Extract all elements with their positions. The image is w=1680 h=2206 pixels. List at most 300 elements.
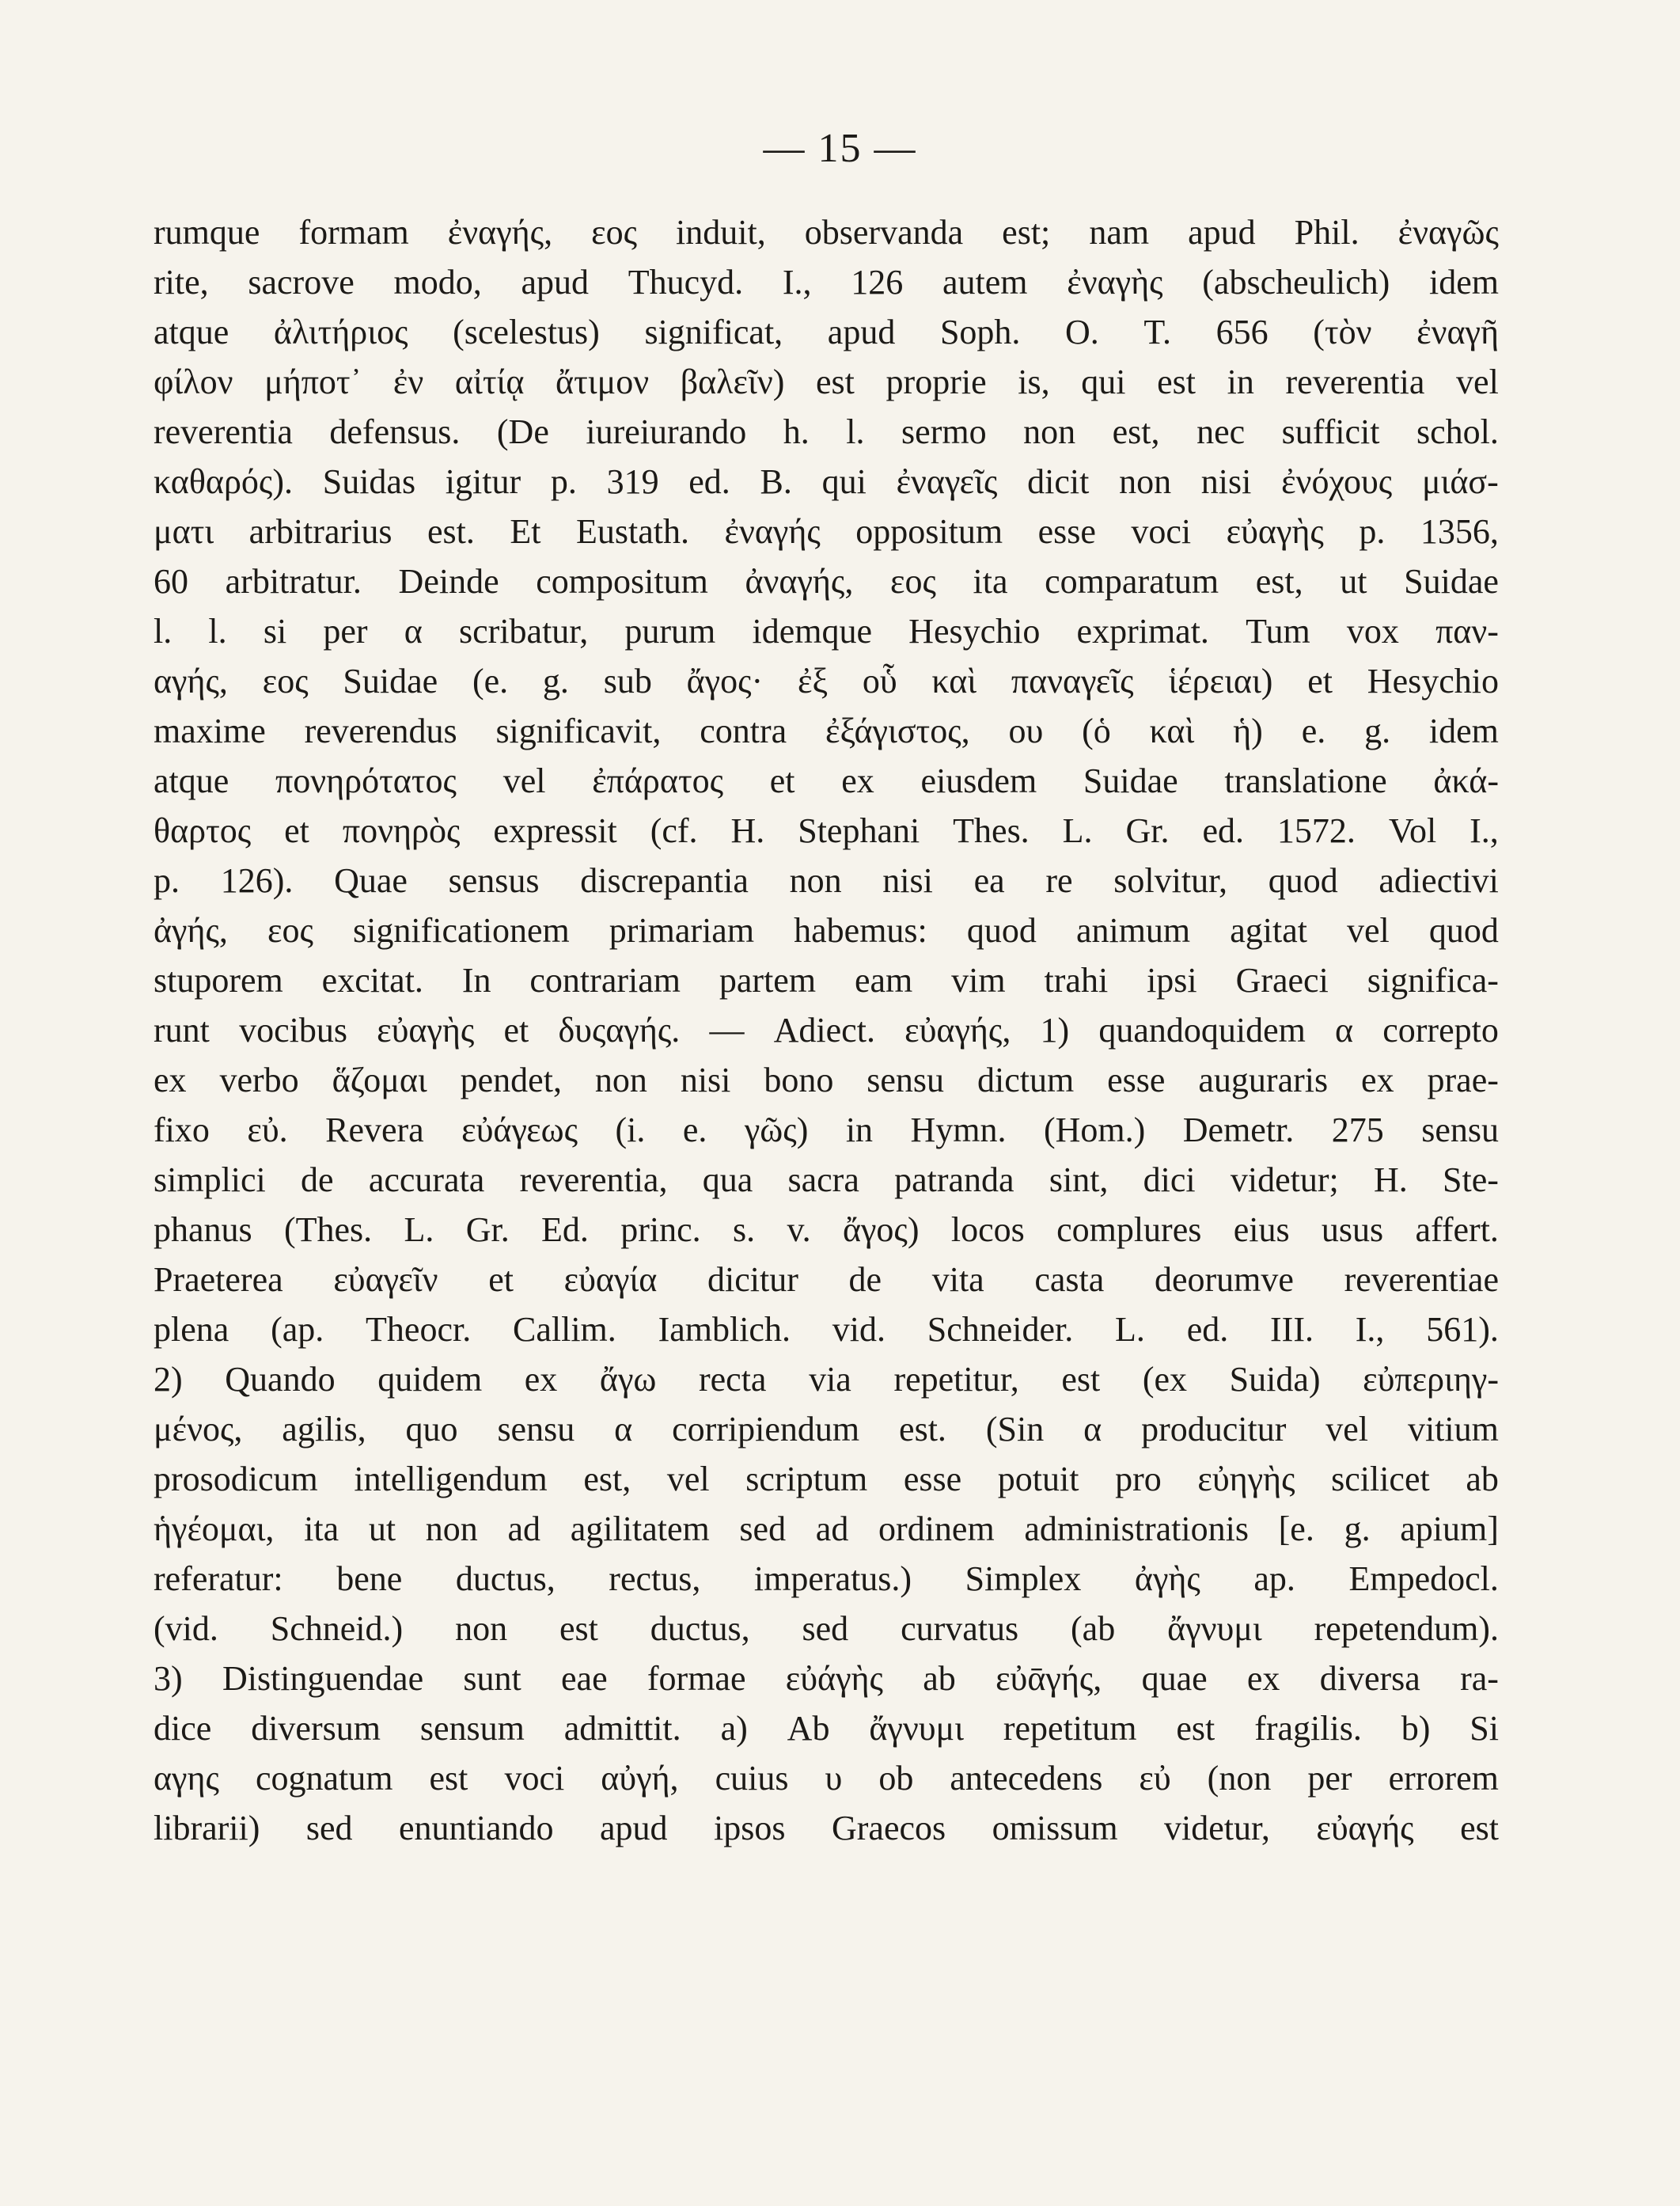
word: Suidas bbox=[322, 462, 416, 501]
word: Schneid.) bbox=[270, 1609, 404, 1648]
word: καὶ bbox=[1149, 712, 1195, 750]
word: I., bbox=[782, 263, 812, 302]
word: εὐάγὴς bbox=[785, 1659, 883, 1698]
word: 126). bbox=[220, 861, 294, 900]
word: est bbox=[1157, 363, 1196, 401]
word: est; bbox=[1002, 213, 1051, 252]
word: observanda bbox=[804, 213, 964, 252]
word: εὐ. bbox=[247, 1111, 288, 1149]
word: vel bbox=[666, 1460, 710, 1498]
text-line bbox=[154, 407, 1499, 457]
word: significa- bbox=[1367, 961, 1499, 1000]
word: 319 bbox=[606, 462, 659, 501]
word: princ. bbox=[620, 1210, 701, 1249]
word: quod bbox=[966, 911, 1037, 950]
word: excitat. bbox=[321, 961, 423, 1000]
text-line bbox=[154, 1753, 1499, 1803]
word: καὶ bbox=[931, 662, 977, 701]
word: intelligendum bbox=[354, 1460, 548, 1498]
word: 2) bbox=[154, 1360, 183, 1399]
word: (non bbox=[1207, 1759, 1272, 1798]
word: Callim. bbox=[513, 1310, 616, 1349]
word: est bbox=[1176, 1709, 1215, 1748]
word: rite, bbox=[154, 263, 209, 302]
word: ἄγος) bbox=[842, 1210, 920, 1249]
word: (Sin bbox=[985, 1410, 1045, 1449]
word: p. bbox=[550, 462, 577, 501]
word: ed. bbox=[688, 462, 730, 501]
word: εὐαγία bbox=[563, 1260, 658, 1299]
word: eae bbox=[561, 1659, 608, 1698]
word: qui bbox=[821, 462, 867, 501]
word: fragilis. bbox=[1254, 1709, 1362, 1748]
word: ob bbox=[878, 1759, 914, 1798]
word: Quando bbox=[225, 1360, 336, 1399]
word: animum bbox=[1075, 911, 1191, 950]
text-line bbox=[154, 357, 1499, 407]
word: cuius bbox=[715, 1759, 789, 1798]
word: repetitur, bbox=[893, 1360, 1019, 1399]
word: Revera bbox=[325, 1111, 424, 1149]
word: Ed. bbox=[541, 1210, 589, 1249]
text-line bbox=[154, 1354, 1499, 1404]
word: quidem bbox=[377, 1360, 483, 1399]
word: Graeci bbox=[1235, 961, 1329, 1000]
word: significat, bbox=[644, 313, 783, 351]
word: ἐνόχους bbox=[1281, 462, 1393, 501]
word: rumque bbox=[154, 213, 260, 252]
word: adiectivi bbox=[1379, 861, 1499, 900]
word: formae bbox=[647, 1659, 746, 1698]
word: sunt bbox=[463, 1659, 521, 1698]
word: 3) bbox=[154, 1659, 183, 1698]
word: vitium bbox=[1407, 1410, 1499, 1449]
word: ἱέρειαι) bbox=[1168, 662, 1273, 701]
word: apium] bbox=[1400, 1509, 1499, 1548]
word: nisi bbox=[882, 861, 933, 900]
word: igitur bbox=[445, 462, 521, 501]
word: Suidae bbox=[1083, 761, 1178, 800]
word: ex bbox=[524, 1360, 558, 1399]
text-line bbox=[154, 1654, 1499, 1703]
word: voci bbox=[1131, 512, 1192, 551]
word: bono bbox=[764, 1061, 834, 1099]
word: (τὸν bbox=[1313, 313, 1372, 351]
word: omissum bbox=[992, 1809, 1118, 1847]
word: atque bbox=[154, 313, 229, 351]
word: ita bbox=[973, 562, 1008, 601]
word: agitat bbox=[1230, 911, 1307, 950]
word: verbo bbox=[219, 1061, 299, 1099]
word: sensus bbox=[448, 861, 540, 900]
word: ἄτιμον bbox=[556, 363, 650, 401]
word: re bbox=[1045, 861, 1073, 900]
word: ordinem bbox=[878, 1509, 995, 1548]
word: ἄγος· bbox=[686, 662, 764, 701]
word: 275 bbox=[1331, 1111, 1384, 1149]
word: est bbox=[816, 363, 855, 401]
word: vid. bbox=[832, 1310, 886, 1349]
word: πονηρὸς bbox=[342, 811, 461, 850]
word: In bbox=[461, 961, 491, 1000]
text-line bbox=[154, 1255, 1499, 1304]
word: correpto bbox=[1382, 1011, 1499, 1050]
word: dicit bbox=[1027, 462, 1090, 501]
word: vita bbox=[931, 1260, 984, 1299]
word: in bbox=[1227, 363, 1254, 401]
word: ab bbox=[923, 1659, 956, 1698]
word: (Hom.) bbox=[1043, 1111, 1146, 1149]
word: potuit bbox=[997, 1460, 1079, 1498]
word: purum bbox=[624, 612, 716, 651]
word: referatur: bbox=[154, 1559, 283, 1598]
word: esse bbox=[903, 1460, 962, 1498]
word: apud bbox=[521, 263, 589, 302]
word: ex bbox=[841, 761, 874, 800]
word: μιάσ- bbox=[1421, 462, 1499, 501]
word: administrationis bbox=[1024, 1509, 1249, 1548]
word: Et bbox=[510, 512, 541, 551]
word: εὐᾱγής, bbox=[995, 1659, 1102, 1698]
word: 60 bbox=[154, 562, 188, 601]
word: vel bbox=[1347, 911, 1390, 950]
word: αὐγή, bbox=[601, 1759, 679, 1798]
word: est, bbox=[1255, 562, 1303, 601]
text-line bbox=[154, 756, 1499, 806]
word: scilicet bbox=[1331, 1460, 1430, 1498]
word: εος bbox=[591, 213, 638, 252]
word: Schneider. bbox=[927, 1310, 1074, 1349]
word: nisi bbox=[680, 1061, 731, 1099]
word: (abscheulich) bbox=[1202, 263, 1390, 302]
word: compositum bbox=[536, 562, 708, 601]
word: est, bbox=[1112, 412, 1160, 451]
word: ἡγέομαι, bbox=[154, 1509, 275, 1548]
text-line bbox=[154, 1304, 1499, 1354]
word: pendet, bbox=[460, 1061, 562, 1099]
word: T. bbox=[1143, 313, 1172, 351]
word: sub bbox=[603, 662, 652, 701]
word: παναγεῖς bbox=[1011, 662, 1134, 701]
word: repetendum). bbox=[1314, 1609, 1499, 1648]
word: sufficit bbox=[1281, 412, 1380, 451]
word: deorumve bbox=[1154, 1260, 1294, 1299]
word: et bbox=[488, 1260, 514, 1299]
text-line bbox=[154, 507, 1499, 556]
word: g. bbox=[542, 662, 569, 701]
word: simplici bbox=[154, 1160, 266, 1199]
word: III. bbox=[1270, 1310, 1314, 1349]
word: vel bbox=[1456, 363, 1499, 401]
word: (vid. bbox=[154, 1609, 218, 1648]
word: παν- bbox=[1435, 612, 1499, 651]
word: Stephani bbox=[798, 811, 920, 850]
word: non bbox=[789, 861, 842, 900]
word: — bbox=[709, 1011, 745, 1050]
word: Hymn. bbox=[910, 1111, 1007, 1149]
word: schol. bbox=[1416, 412, 1499, 451]
word: voci bbox=[504, 1759, 565, 1798]
word: Iamblich. bbox=[658, 1310, 791, 1349]
word: stuporem bbox=[154, 961, 283, 1000]
word: scribatur, bbox=[459, 612, 589, 651]
word: Deinde bbox=[398, 562, 499, 601]
word: imperatus.) bbox=[753, 1559, 912, 1598]
word: g. bbox=[1364, 712, 1391, 750]
word: b) bbox=[1401, 1709, 1431, 1748]
word: L. bbox=[1115, 1310, 1145, 1349]
word: e. bbox=[1301, 712, 1326, 750]
word: p. bbox=[154, 861, 180, 900]
text-line bbox=[154, 806, 1499, 856]
word: per bbox=[323, 612, 368, 651]
word: 1356, bbox=[1420, 512, 1499, 551]
word: δυςαγής. bbox=[558, 1011, 681, 1050]
word: per bbox=[1307, 1759, 1352, 1798]
word: via bbox=[809, 1360, 851, 1399]
word: est bbox=[1061, 1360, 1101, 1399]
word: Distinguendae bbox=[222, 1659, 424, 1698]
word: non bbox=[594, 1061, 647, 1099]
word: dicitur bbox=[707, 1260, 798, 1299]
text-line bbox=[154, 307, 1499, 357]
word: affert. bbox=[1415, 1210, 1499, 1249]
word: O. bbox=[1065, 313, 1099, 351]
text-line bbox=[154, 207, 1499, 257]
word: expressit bbox=[493, 811, 617, 850]
text-line bbox=[154, 1055, 1499, 1105]
word: usus bbox=[1321, 1210, 1384, 1249]
word: ex bbox=[154, 1061, 187, 1099]
word: significationem bbox=[353, 911, 570, 950]
text-line bbox=[154, 706, 1499, 756]
word: vox bbox=[1346, 612, 1399, 651]
word: (De bbox=[496, 412, 549, 451]
word: est. bbox=[899, 1410, 946, 1449]
word: οὗ bbox=[862, 662, 897, 701]
word: (ap. bbox=[271, 1310, 324, 1349]
word: Ste- bbox=[1443, 1160, 1499, 1199]
word: non bbox=[1023, 412, 1076, 451]
word: Gr. bbox=[1125, 811, 1170, 850]
text-line bbox=[154, 556, 1499, 606]
word: ἄγνυμι bbox=[1167, 1609, 1262, 1648]
word: p. bbox=[1359, 512, 1386, 551]
word: ad bbox=[507, 1509, 541, 1548]
word: Graecos bbox=[832, 1809, 946, 1847]
word: exprimat. bbox=[1076, 612, 1209, 651]
word: Hesychio bbox=[908, 612, 1041, 651]
word: (Thes. bbox=[283, 1210, 373, 1249]
word: pro bbox=[1115, 1460, 1162, 1498]
word: iureiurando bbox=[586, 412, 747, 451]
word: vim bbox=[951, 961, 1006, 1000]
word: Gr. bbox=[465, 1210, 510, 1249]
word: dici bbox=[1143, 1160, 1196, 1199]
word: 1572. bbox=[1276, 811, 1356, 850]
word: idemque bbox=[752, 612, 872, 651]
text-line bbox=[154, 1105, 1499, 1155]
word: solvitur, bbox=[1113, 861, 1227, 900]
word: non bbox=[455, 1609, 508, 1648]
word: ματι bbox=[154, 512, 214, 551]
word: nisi bbox=[1200, 462, 1252, 501]
word: ἐναγῶς bbox=[1397, 213, 1499, 252]
word: ἀγής, bbox=[154, 911, 228, 950]
word: partem bbox=[719, 961, 817, 1000]
word: agilis, bbox=[282, 1410, 366, 1449]
word: autem bbox=[942, 263, 1028, 302]
word: εὐαγὴς bbox=[1226, 512, 1324, 551]
word: ἐναγὴς bbox=[1067, 263, 1163, 302]
word: ἄγνυμι bbox=[869, 1709, 964, 1748]
word: Eustath. bbox=[575, 512, 689, 551]
word: casta bbox=[1034, 1260, 1105, 1299]
word: accurata bbox=[368, 1160, 485, 1199]
word: α bbox=[404, 612, 423, 651]
word: εὐαγής, bbox=[904, 1011, 1011, 1050]
text-line bbox=[154, 1454, 1499, 1504]
word: I., bbox=[1470, 811, 1499, 850]
word: sensu bbox=[1421, 1111, 1499, 1149]
text-line bbox=[154, 606, 1499, 656]
body-text bbox=[154, 207, 1499, 1853]
word: in bbox=[845, 1111, 874, 1149]
word: Adiect. bbox=[773, 1011, 875, 1050]
word: I., bbox=[1355, 1310, 1385, 1349]
word: auguraris bbox=[1198, 1061, 1329, 1099]
word: (cf. bbox=[650, 811, 698, 850]
word: repetitum bbox=[1003, 1709, 1137, 1748]
text-line bbox=[154, 955, 1499, 1005]
word: L. bbox=[404, 1210, 434, 1249]
word: reverentiae bbox=[1344, 1260, 1499, 1299]
text-line bbox=[154, 856, 1499, 906]
text-line bbox=[154, 257, 1499, 307]
word: est bbox=[1460, 1809, 1499, 1847]
word: est bbox=[559, 1609, 598, 1648]
word: (scelestus) bbox=[453, 313, 600, 351]
word: trahi bbox=[1044, 961, 1109, 1000]
word: prosodicum bbox=[154, 1460, 318, 1498]
word: sed bbox=[802, 1609, 849, 1648]
word: qua bbox=[702, 1160, 753, 1199]
word: maxime bbox=[154, 712, 266, 750]
word: ἀναγής, bbox=[745, 562, 854, 601]
word: induit, bbox=[676, 213, 766, 252]
word: ἐξ bbox=[797, 662, 829, 701]
word: idem bbox=[1429, 263, 1499, 302]
text-line bbox=[154, 1703, 1499, 1753]
word: Phil. bbox=[1294, 213, 1360, 252]
word: ἅζομαι bbox=[332, 1061, 427, 1099]
word: ἀγὴς bbox=[1134, 1559, 1200, 1598]
page-number: — 15 — bbox=[763, 126, 917, 171]
word: θαρτος bbox=[154, 811, 252, 850]
word: μένος, bbox=[154, 1410, 243, 1449]
word: cognatum bbox=[255, 1759, 393, 1798]
word: atque bbox=[154, 761, 229, 800]
word: librarii) bbox=[154, 1809, 260, 1847]
word: eam bbox=[854, 961, 913, 1000]
word: quod bbox=[1428, 911, 1499, 950]
word: oppositum bbox=[855, 512, 1003, 551]
word: ἀλιτήριος bbox=[273, 313, 408, 351]
word: Si bbox=[1470, 1709, 1499, 1748]
word: reverentia bbox=[154, 412, 293, 451]
word: βαλεῖν) bbox=[680, 363, 785, 401]
word: α bbox=[1335, 1011, 1354, 1050]
word: locos bbox=[950, 1210, 1025, 1249]
word: diversum bbox=[251, 1709, 381, 1748]
word: εὐάγεως bbox=[461, 1111, 578, 1149]
word: εὐαγής bbox=[1316, 1809, 1414, 1847]
word: scriptum bbox=[745, 1460, 868, 1498]
word: translatione bbox=[1224, 761, 1387, 800]
word: [e. bbox=[1278, 1509, 1314, 1548]
word: dice bbox=[154, 1709, 212, 1748]
word: ex bbox=[1246, 1659, 1280, 1698]
word: γῶς) bbox=[744, 1111, 809, 1149]
word: et bbox=[284, 811, 309, 850]
word: comparatum bbox=[1045, 562, 1219, 601]
word: quae bbox=[1141, 1659, 1208, 1698]
word: quod bbox=[1268, 861, 1338, 900]
word: modo, bbox=[393, 263, 482, 302]
word: 126 bbox=[851, 263, 904, 302]
word: is, bbox=[1018, 363, 1050, 401]
word: Thes. bbox=[953, 811, 1030, 850]
word: ap. bbox=[1253, 1559, 1295, 1598]
word: de bbox=[848, 1260, 882, 1299]
text-line bbox=[154, 1155, 1499, 1205]
word: Vol bbox=[1388, 811, 1437, 850]
word: fixo bbox=[154, 1111, 210, 1149]
text-line bbox=[154, 1205, 1499, 1255]
word: nam bbox=[1089, 213, 1150, 252]
word: h. bbox=[783, 412, 810, 451]
word: Suidae bbox=[1404, 562, 1499, 601]
word: et bbox=[1307, 662, 1333, 701]
word: v. bbox=[787, 1210, 811, 1249]
word: πονηρότατος bbox=[275, 761, 457, 800]
word: arbitratur. bbox=[225, 562, 362, 601]
word: et bbox=[503, 1011, 529, 1050]
word: ed. bbox=[1186, 1310, 1229, 1349]
word: corripiendum bbox=[672, 1410, 860, 1449]
word: αγης bbox=[154, 1759, 219, 1798]
word: Suida) bbox=[1229, 1360, 1321, 1399]
word: est bbox=[429, 1759, 468, 1798]
word: Theocr. bbox=[366, 1310, 472, 1349]
word: 561). bbox=[1426, 1310, 1499, 1349]
word: ἡ) bbox=[1233, 712, 1263, 750]
word: videtur; bbox=[1230, 1160, 1339, 1199]
word: proprie bbox=[886, 363, 987, 401]
word: apud bbox=[1188, 213, 1256, 252]
word: formam bbox=[298, 213, 409, 252]
word: eius bbox=[1233, 1210, 1290, 1249]
word: vel bbox=[502, 761, 546, 800]
word: diversa bbox=[1319, 1659, 1420, 1698]
text-line bbox=[154, 656, 1499, 706]
word: sint, bbox=[1049, 1160, 1109, 1199]
word: ἐναγής bbox=[724, 512, 821, 551]
word: eiusdem bbox=[920, 761, 1037, 800]
word: (ex bbox=[1142, 1360, 1188, 1399]
word: phanus bbox=[154, 1210, 252, 1249]
word: sensum bbox=[419, 1709, 525, 1748]
